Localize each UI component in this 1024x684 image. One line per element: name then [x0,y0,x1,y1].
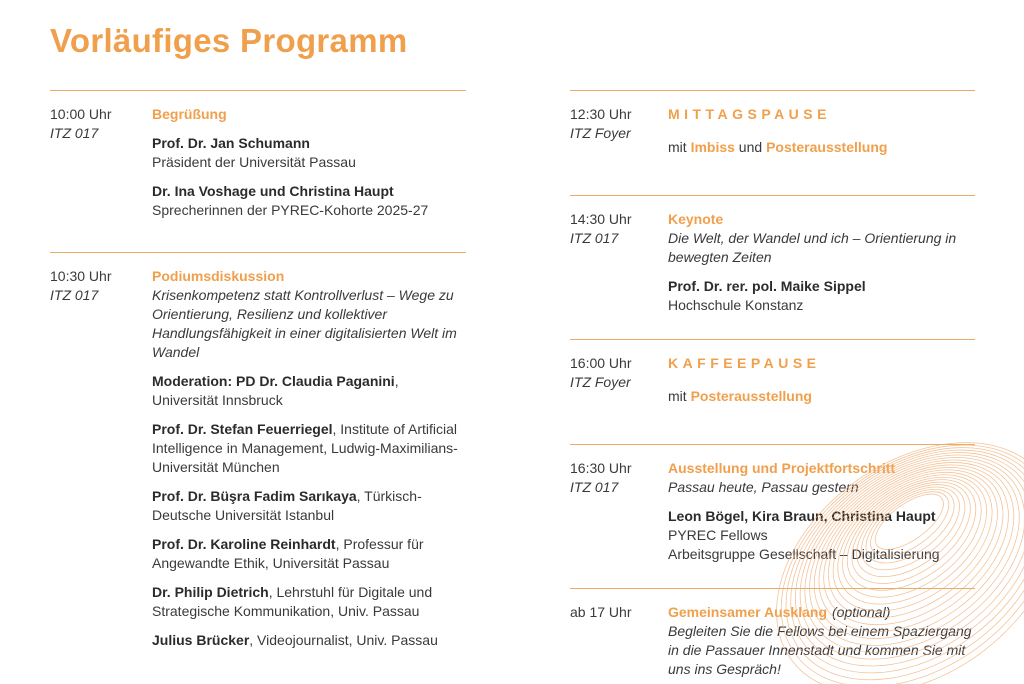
session-time: 10:00 Uhr [50,106,112,122]
session-body [668,210,975,315]
session-location: ITZ 017 [50,125,99,141]
session-location: ITZ 017 [50,287,99,303]
session-time: 10:30 Uhr [50,268,112,284]
session-when [570,210,668,315]
person-entry [152,583,466,621]
session-ausstellung [570,445,975,588]
person-detail: Universität Innsbruck [152,392,283,408]
person-role: , [394,373,399,389]
session-subtitle: mit Imbiss und Posterausstellung [668,139,888,155]
session-kaffeepause [570,340,975,444]
session-subtitle: mit Posterausstellung [668,388,812,404]
session-mittagspause [570,91,975,195]
person-name: Julius Brücker [152,632,250,648]
person-entry [152,487,466,525]
session-time: 16:30 Uhr [570,460,632,476]
person-entry [668,277,975,315]
session-begruessung [50,91,466,252]
person-detail: Hochschule Konstanz [668,297,804,313]
session-time: 12:30 Uhr [570,106,632,122]
session-title: KAFFEEPAUSE [668,355,821,371]
session-body [152,105,466,220]
person-name: Leon Bögel, Kira Braun, Christina Haupt [668,508,936,524]
person-entry [152,420,466,477]
session-description: Passau heute, Passau gestern [668,479,859,495]
left-column [50,90,466,674]
session-time: ab 17 Uhr [570,604,632,620]
person-detail: Arbeitsgruppe Gesellschaft – Digitalisierung [668,546,940,562]
program-columns [50,90,975,684]
session-body [668,105,975,171]
session-when [50,105,152,220]
session-body [668,459,975,564]
page-title: Vorläufiges Programm [50,22,408,59]
session-time: 14:30 Uhr [570,211,632,227]
person-entry [152,372,466,410]
session-location: ITZ Foyer [570,125,631,141]
person-role: , Professur für Angewandte Ethik, Universität Passau [152,536,424,571]
session-title: Keynote [668,211,724,227]
session-when [570,603,668,679]
person-name: Prof. Dr. Stefan Feuerriegel [152,421,333,437]
person-detail: Sprecherinnen der PYREC-Kohorte 2025-27 [152,202,429,218]
session-body [668,354,975,420]
person-name: Prof. Dr. Karoline Reinhardt [152,536,336,552]
session-description: Begleiten Sie die Fellows bei einem Spaziergang in die Passauer Innenstadt und kommen Sie mit uns ins Gespräch! [668,623,972,677]
session-description: Krisenkompetenz statt Kontrollverlust – Wege zu Orientierung, Resilienz und kollektiver Handlungsfähigkeit in einer digitalisierten Welt im Wandel [152,287,457,360]
person-role: , Lehrstuhl für Digitale und Strategische Kommunikation, Univ. Passau [152,584,433,619]
session-location: ITZ 017 [570,479,619,495]
person-role: , Videojournalist, Univ. Passau [249,632,438,648]
person-detail: Präsident der Universität Passau [152,154,356,170]
person-name: Prof. Dr. Büşra Fadim Sarıkaya [152,488,357,504]
person-name: Prof. Dr. rer. pol. Maike Sippel [668,278,866,294]
session-body [668,603,975,679]
session-title: Ausstellung und Projektfortschritt [668,460,896,476]
person-entry [152,631,466,650]
session-podiumsdiskussion [50,253,466,674]
session-body [152,267,466,650]
person-name: Dr. Philip Dietrich [152,584,269,600]
person-entry [668,507,975,564]
person-entry [152,134,466,172]
session-title: Gemeinsamer Ausklang (optional) [668,604,891,620]
person-name: Moderation: PD Dr. Claudia Paganini [152,373,395,389]
person-entry [152,535,466,573]
person-detail: PYREC Fellows [668,527,768,543]
person-role: , Türkisch-Deutsche Universität Istanbul [152,488,422,523]
session-description: Die Welt, der Wandel und ich – Orientierung in bewegten Zeiten [668,230,957,265]
person-name: Dr. Ina Voshage und Christina Haupt [152,183,394,199]
right-column [570,90,975,684]
session-location: ITZ 017 [570,230,619,246]
session-keynote [570,196,975,339]
person-name: Prof. Dr. Jan Schumann [152,135,310,151]
session-when [570,459,668,564]
session-when [50,267,152,650]
session-title-note: (optional) [832,604,891,620]
session-when [570,354,668,420]
session-location: ITZ Foyer [570,374,631,390]
session-title: MITTAGSPAUSE [668,106,831,122]
person-entry [152,182,466,220]
session-title: Podiumsdiskussion [152,268,285,284]
session-title: Begrüßung [152,106,227,122]
session-when [570,105,668,171]
session-time: 16:00 Uhr [570,355,632,371]
person-role: , Institute of Artificial Intelligence in Management, Ludwig-Maximilians-Universität München [152,421,458,475]
session-ausklang [570,589,975,684]
